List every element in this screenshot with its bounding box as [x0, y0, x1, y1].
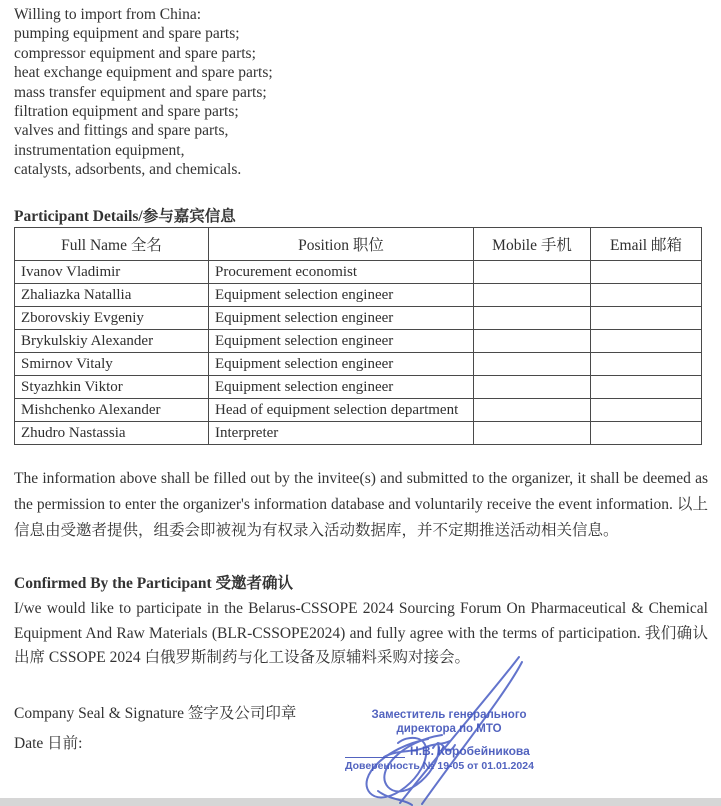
import-list-item: mass transfer equipment and spare parts;	[14, 83, 267, 101]
cell-email	[591, 422, 702, 445]
cell-position: Equipment selection engineer	[209, 330, 474, 353]
table-row	[15, 284, 702, 307]
cell-full-name: Zborovskiy Evgeniy	[15, 307, 209, 330]
cell-position: Equipment selection engineer	[209, 307, 474, 330]
signature-line	[345, 747, 405, 758]
participant-details-heading: Participant Details/参与嘉宾信息	[14, 208, 236, 225]
table-row	[15, 330, 702, 353]
table-header-row	[15, 228, 702, 261]
import-list-title: Willing to import from China:	[14, 6, 202, 23]
company-seal-signature-label: Company Seal & Signature 签字及公司印章	[14, 705, 297, 722]
table-row	[15, 376, 702, 399]
cell-full-name: Zhaliazka Natallia	[15, 284, 209, 307]
cell-position: Procurement economist	[209, 261, 474, 284]
table-row	[15, 399, 702, 422]
import-list-item: valves and fittings and spare parts,	[14, 122, 229, 140]
cell-mobile	[474, 261, 591, 284]
cell-position: Equipment selection engineer	[209, 353, 474, 376]
confirmation-paragraph: I/we would like to participate in the Belarus-CSSOPE 2024 Sourcing Forum On Pharmaceutical & Chemical Equipment And Raw Materials (BLR-CSSOPE2024) and fully agree with the terms of participation. 我们确认出席 CSSOPE 2024 白俄罗斯制药与化工设备及原辅料采购对接会。	[14, 600, 708, 666]
cell-mobile	[474, 284, 591, 307]
import-list-item: filtration equipment and spare parts;	[14, 103, 239, 121]
import-list-item: heat exchange equipment and spare parts;	[14, 64, 273, 82]
cell-full-name: Styazhkin Viktor	[15, 376, 209, 399]
stamp-title-line1: Заместитель генерального	[371, 709, 527, 721]
cell-email	[591, 307, 702, 330]
col-header-mobile: Mobile 手机	[474, 228, 591, 261]
import-list-item: compressor equipment and spare parts;	[14, 44, 256, 62]
col-header-position: Position 职位	[209, 228, 474, 261]
col-header-email: Email 邮箱	[591, 228, 702, 261]
table-row	[15, 422, 702, 445]
stamp-signer-name: Н.В. Коробейникова	[410, 744, 530, 758]
cell-position: Equipment selection engineer	[209, 284, 474, 307]
cell-full-name: Zhudro Nastassia	[15, 422, 209, 445]
cell-full-name: Ivanov Vladimir	[15, 261, 209, 284]
cell-full-name: Brykulskiy Alexander	[15, 330, 209, 353]
stamp-title-line2: директора по МТО	[396, 722, 502, 735]
cell-email	[591, 284, 702, 307]
cell-mobile	[474, 376, 591, 399]
col-header-full-name: Full Name 全名	[15, 228, 209, 261]
cell-email	[591, 261, 702, 284]
import-list-item: instrumentation equipment,	[14, 141, 185, 159]
stamp-name-row	[345, 745, 553, 758]
date-label: Date 日前:	[14, 735, 83, 752]
cell-mobile	[474, 399, 591, 422]
table-row	[15, 353, 702, 376]
cell-full-name: Mishchenko Alexander	[15, 399, 209, 422]
cell-email	[591, 330, 702, 353]
info-notice-paragraph: The information above shall be filled out by the invitee(s) and submitted to the organizer, it shall be deemed as the permission to enter the organizer's information database and voluntarily receive the event information. 以上信息由受邀者提供，组委会即被视为有权录入活动数据库，并不定期推送活动相关信息。	[14, 470, 708, 539]
cell-email	[591, 376, 702, 399]
cell-full-name: Smirnov Vitaly	[15, 353, 209, 376]
stamp-attorney-line: Доверенность № 19-05 от 01.01.2024	[345, 760, 534, 772]
cell-mobile	[474, 330, 591, 353]
table-row	[15, 261, 702, 284]
cell-mobile	[474, 307, 591, 330]
signature-stamp	[345, 709, 553, 772]
cell-position: Interpreter	[209, 422, 474, 445]
confirmation-heading: Confirmed By the Participant 受邀者确认	[14, 575, 293, 592]
cell-mobile	[474, 422, 591, 445]
import-list	[14, 5, 273, 180]
cell-position: Head of equipment selection department	[209, 399, 474, 422]
page-bottom-edge	[0, 798, 721, 806]
cell-position: Equipment selection engineer	[209, 376, 474, 399]
table-row	[15, 307, 702, 330]
cell-mobile	[474, 353, 591, 376]
cell-email	[591, 353, 702, 376]
participant-table	[14, 227, 702, 445]
import-list-item: catalysts, adsorbents, and chemicals.	[14, 161, 242, 179]
import-list-item: pumping equipment and spare parts;	[14, 25, 240, 43]
cell-email	[591, 399, 702, 422]
